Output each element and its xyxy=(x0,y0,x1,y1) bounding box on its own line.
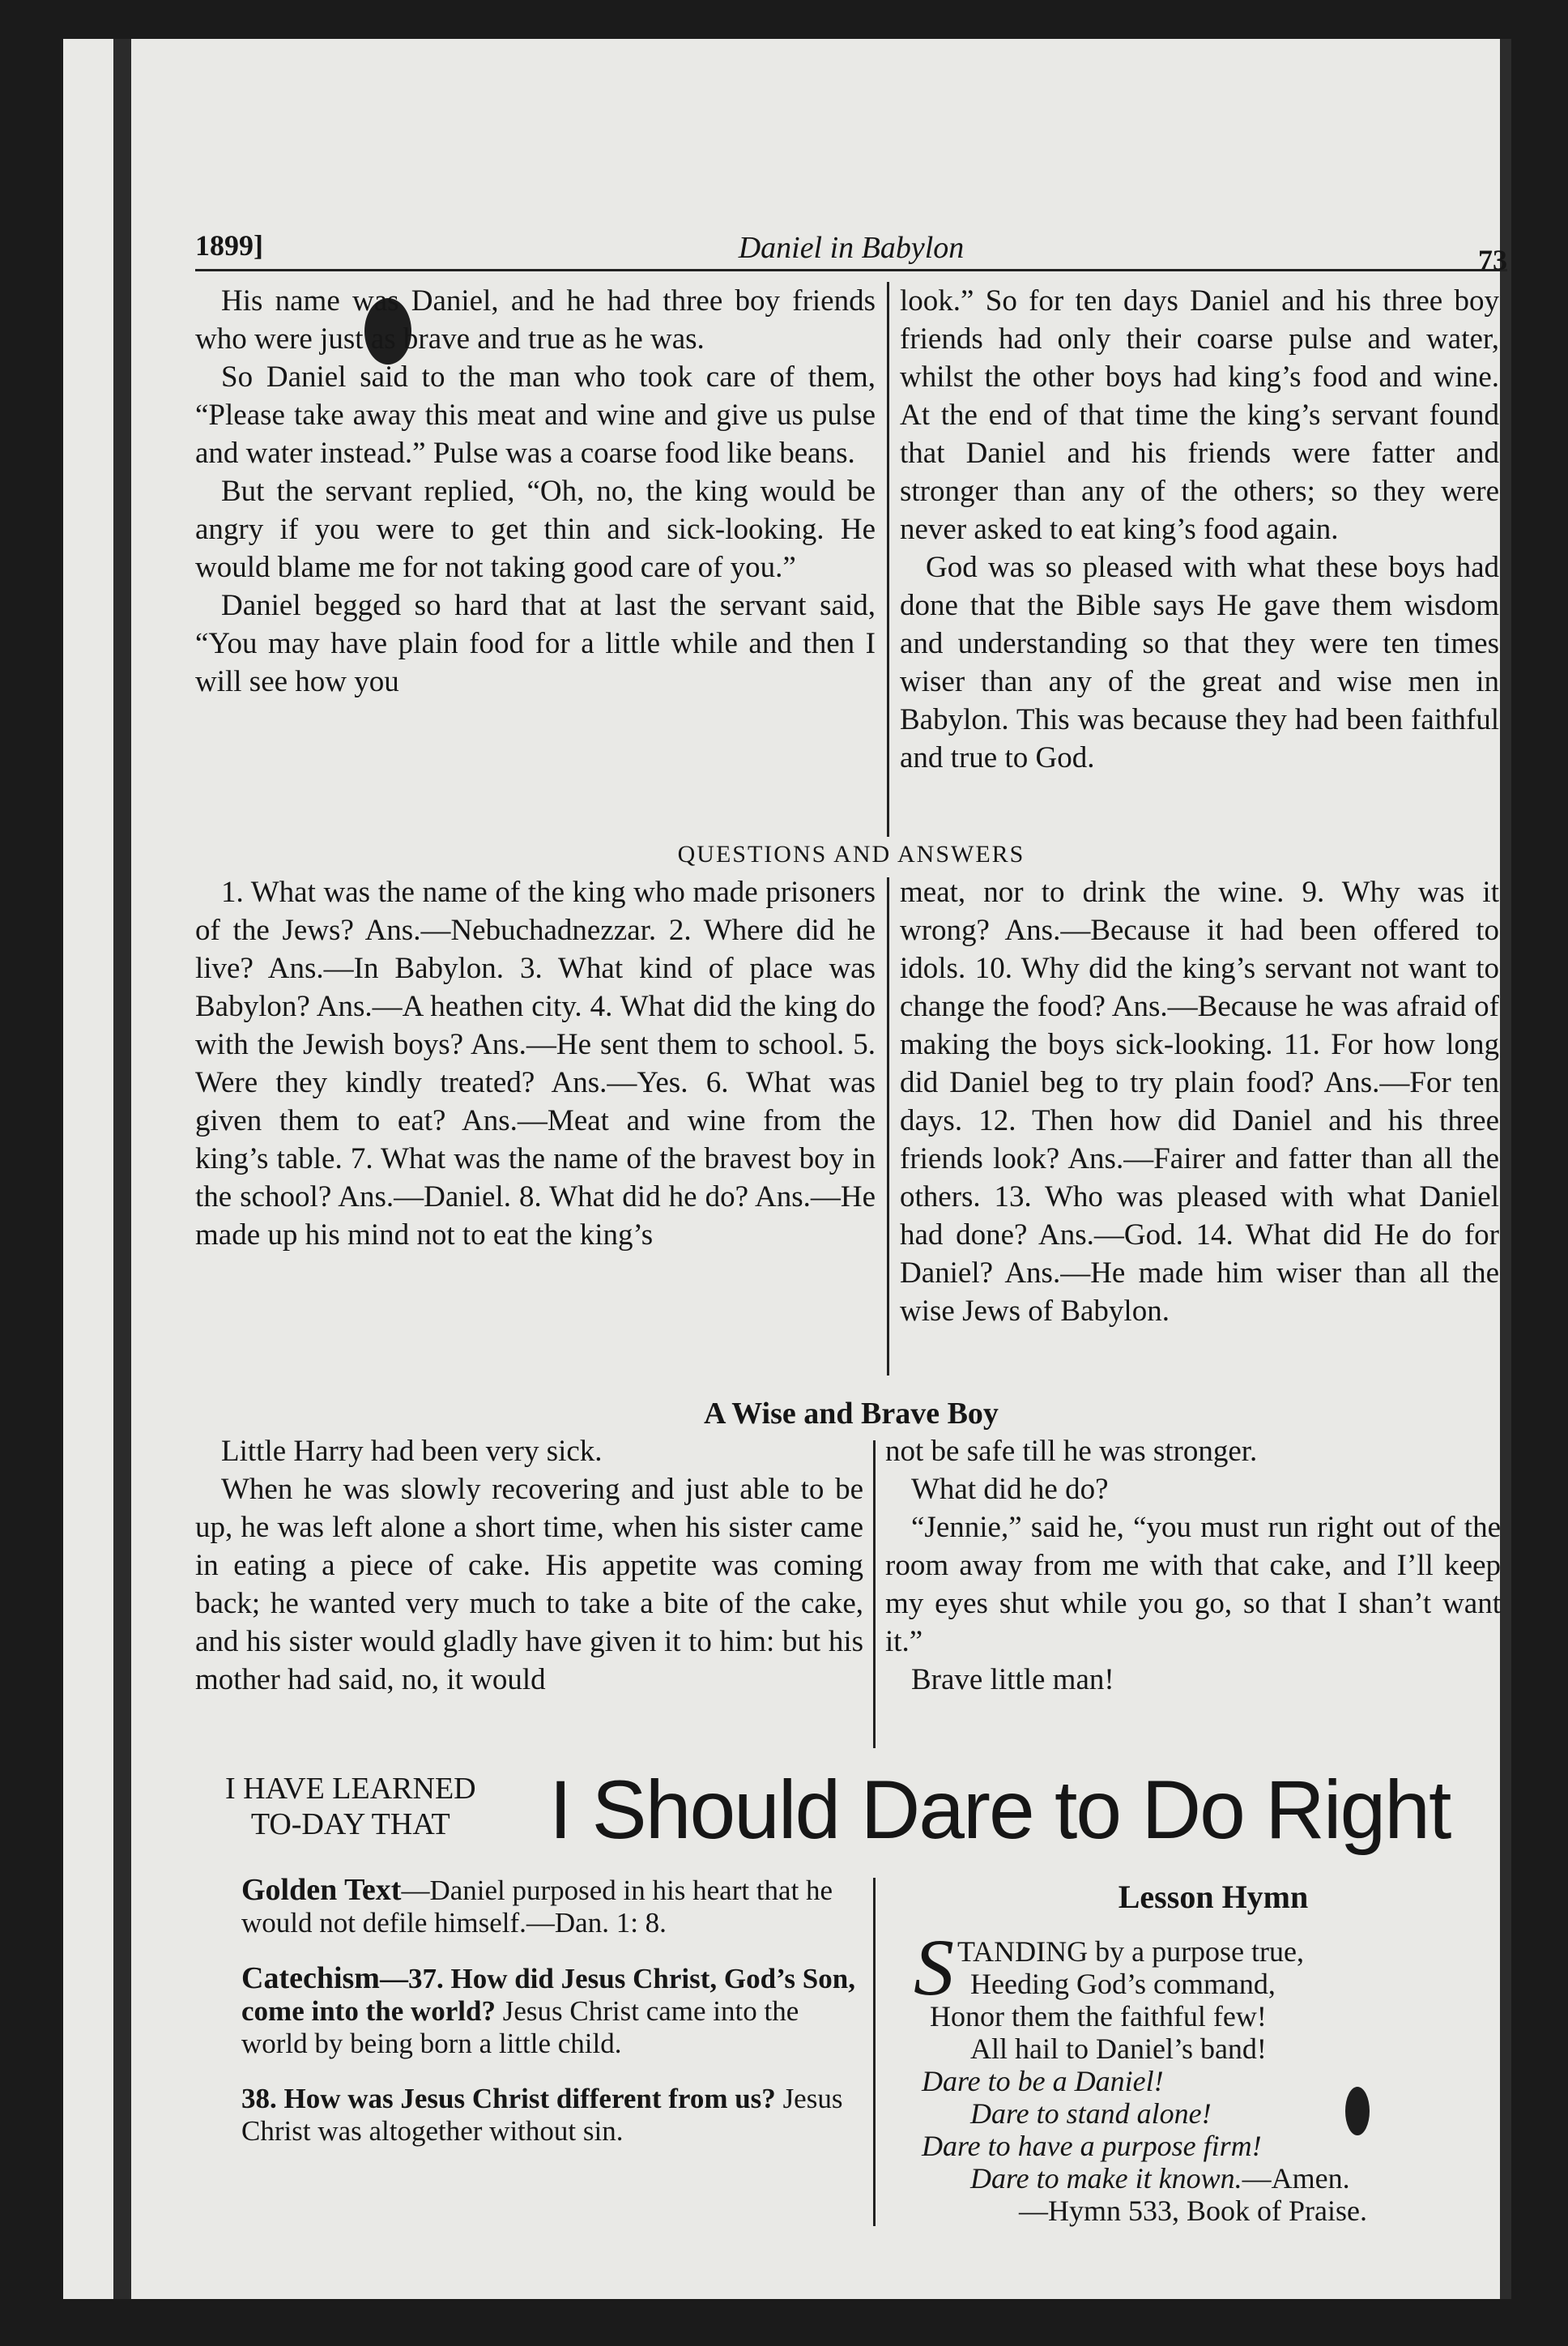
hymn-line-text: Dare to make it known. xyxy=(970,2162,1242,2195)
learned-line: TO-DAY THAT xyxy=(250,1807,450,1841)
hymn-line: Dare to stand alone! xyxy=(970,2097,1212,2130)
paragraph: But the servant replied, “Oh, no, the king would be angry if you were to get thin and sick-looking. He would blame me for not taking good care of you.” xyxy=(195,475,876,584)
scanned-page xyxy=(63,39,1511,2299)
hymn-line: Heeding God’s command, xyxy=(970,1968,1276,2000)
header-year: 1899] xyxy=(195,229,263,262)
story-title: A Wise and Brave Boy xyxy=(704,1397,999,1431)
page-number: 73 xyxy=(1478,244,1507,276)
lesson-banner: I Should Dare to Do Right xyxy=(549,1764,1451,1856)
catechism-question: —37. How did Jesus Christ, God’s Son, come into the world? xyxy=(241,1963,855,2027)
qa-left-column xyxy=(195,873,876,1254)
hymn-line: TANDING by a purpose true, xyxy=(957,1935,1305,1968)
column-divider xyxy=(887,282,889,837)
qa-heading: QUESTIONS AND ANSWERS xyxy=(677,841,1025,868)
catechism-38 xyxy=(241,2083,857,2148)
catechism-37 xyxy=(241,1962,857,2060)
paragraph: Little Harry had been very sick. xyxy=(221,1435,603,1468)
column-divider xyxy=(873,1878,876,2226)
paragraph: not be safe till he was stronger. xyxy=(885,1435,1258,1468)
hymn-verse xyxy=(914,1922,1511,2227)
learned-line: I HAVE LEARNED xyxy=(225,1772,476,1806)
column-divider xyxy=(887,877,889,1376)
paragraph: “Jennie,” said he, “you must run right out of the room away from me with that cake, and I’ll keep my eyes shut while you go, so that I shan’t want it.” xyxy=(885,1511,1501,1658)
lesson-hymn xyxy=(914,1878,1511,2227)
header-title: Daniel in Babylon xyxy=(738,231,965,265)
brave-boy-left-column xyxy=(195,1432,863,1699)
paragraph: Brave little man! xyxy=(911,1663,1114,1696)
golden-text-label: Golden Text xyxy=(241,1873,402,1907)
qa-text: meat, nor to drink the wine. 9. Why was it wrong? Ans.—Because it had been offered to idols. 10. Why did the king’s servant not want to change the food? Ans.—Because he was afraid of making the boys sick-looking. 11. For how long did Daniel beg to try plain food? Ans.—For ten days. 12. Then how did Daniel and his three friends look? Ans.—Fairer and fatter than all the others. 13. Who was pleased with what Daniel had done? Ans.—God. 14. What did He do for Daniel? Ans.—He made him wiser than all the wise Jews of Babylon. xyxy=(900,876,1499,1328)
catechism-label: Catechism xyxy=(241,1961,380,1995)
hymn-line: Honor them the faithful few! xyxy=(930,2000,1267,2032)
catechism-answer: Jesus Christ came into the world by being born a little child. xyxy=(241,1995,799,2059)
running-header xyxy=(195,219,1507,276)
story-left-column xyxy=(195,282,876,701)
story-right-column xyxy=(900,282,1499,777)
hymn-line xyxy=(914,2162,1511,2195)
hymn-line: Dare to have a purpose firm! xyxy=(922,2130,1262,2162)
golden-text-catechism-column xyxy=(241,1874,857,2170)
paragraph: Daniel begged so hard that at last the servant said, “You may have plain food for a little while and then I will see how you xyxy=(195,589,876,698)
hymn-amen: —Amen. xyxy=(1242,2162,1350,2195)
golden-text-body: —Daniel purposed in his heart that he would not defile himself.—Dan. 1: 8. xyxy=(241,1875,833,1939)
paragraph: What did he do? xyxy=(911,1473,1109,1506)
paragraph: So Daniel said to the man who took care of them, “Please take away this meat and wine and give us pulse and water instead.” Pulse was a coarse food like beans. xyxy=(195,360,876,470)
hymn-line: Dare to be a Daniel! xyxy=(922,2065,1164,2097)
paragraph: look.” So for ten days Daniel and his three boy friends had only their coarse pulse and water, whilst the other boys had king’s food and wine. At the end of that time the king’s servant found that Daniel and his friends were fatter and stronger than any of the others; so they were never asked to eat king’s food again. xyxy=(900,284,1499,546)
paragraph: When he was slowly recovering and just able to be up, he was left alone a short time, when his sister came in eating a piece of cake. His appetite was coming back; he wanted very much to take a bite of the cake, and his sister would gladly have given it to him: but his mother had said, no, it would xyxy=(195,1473,863,1696)
golden-text xyxy=(241,1874,857,1939)
paragraph: God was so pleased with what these boys had done that the Bible says He gave them wisdom and understanding so that they were ten times wiser than any of the great and wise men in Babylon. This was because they had been faithful and true to God. xyxy=(900,551,1499,774)
hymn-line: All hail to Daniel’s band! xyxy=(970,2032,1267,2065)
book-spine-shadow xyxy=(113,39,131,2299)
learned-label xyxy=(225,1771,476,1842)
paragraph: His name was Daniel, and he had three boy friends who were just as brave and true as he was. xyxy=(195,284,876,356)
qa-right-column xyxy=(900,873,1499,1330)
drop-cap: S xyxy=(914,1922,954,2012)
catechism-answer: Jesus Christ was altogether without sin. xyxy=(241,2083,843,2147)
hymn-source: —Hymn 533, Book of Praise. xyxy=(1019,2195,1367,2227)
qa-text: 1. What was the name of the king who made prisoners of the Jews? Ans.—Nebuchadnezzar. 2. Where did he live? Ans.—In Babylon. 3. What kind of place was Babylon? Ans.—A heathen city. 4. What did the king do with the Jewish boys? Ans.—He sent them to school. 5. Were they kindly treated? Ans.—Yes. 6. What was given them to eat? Ans.—Meat and wine from the king’s table. 7. What was the name of the bravest boy in the school? Ans.—Daniel. 8. What did he do? Ans.—He made up his mind not to eat the king’s xyxy=(195,876,876,1252)
brave-boy-right-column xyxy=(885,1432,1501,1699)
hymn-title: Lesson Hymn xyxy=(1118,1879,1309,1915)
catechism-question: 38. How was Jesus Christ different from us? xyxy=(241,2083,776,2114)
column-divider xyxy=(873,1440,876,1748)
